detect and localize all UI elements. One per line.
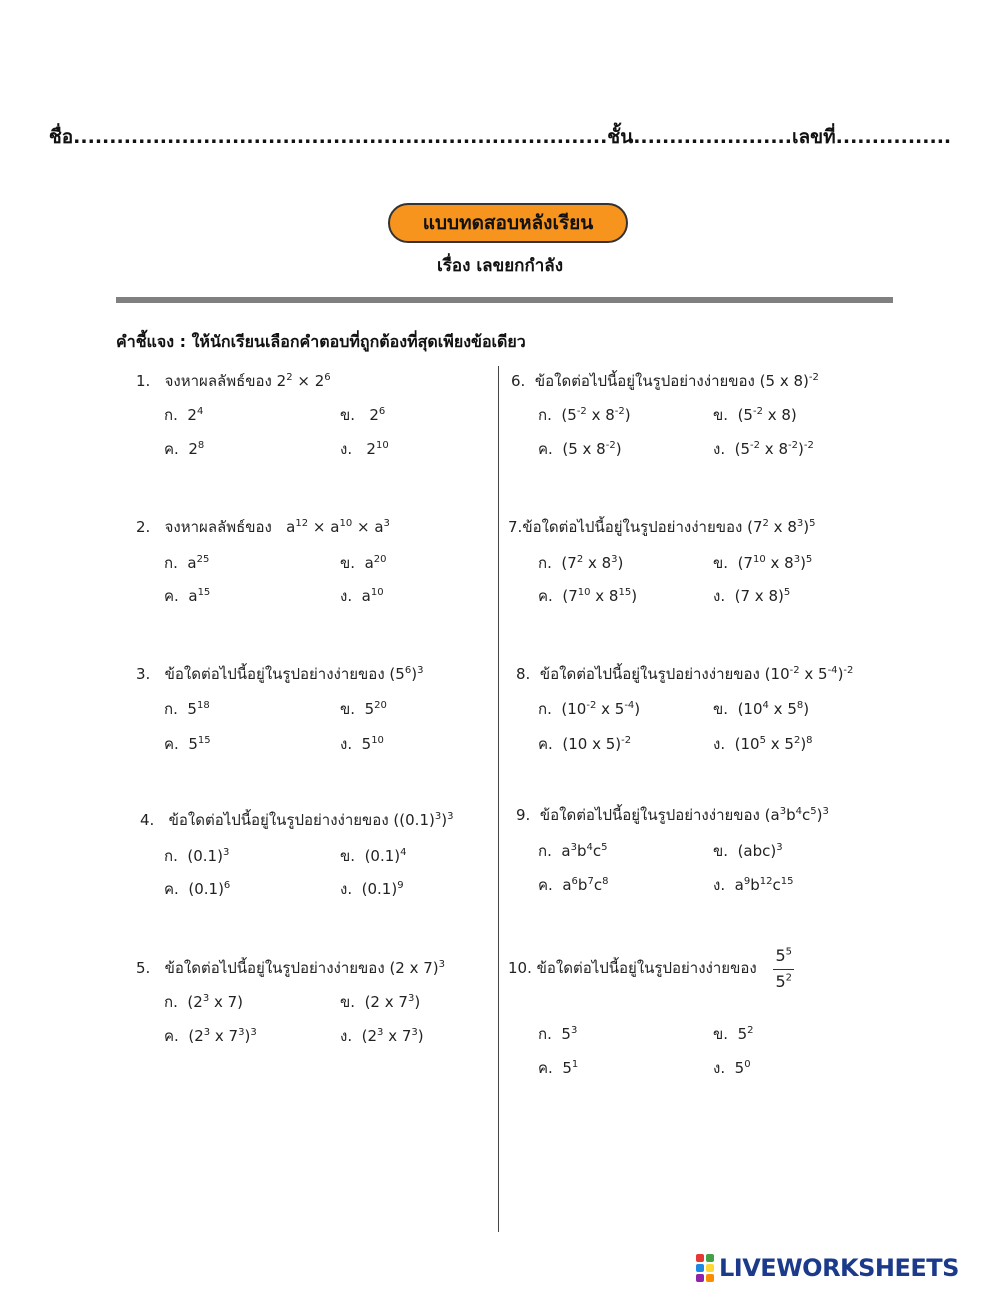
q10-option-d[interactable]: ง. $5^0$ — [713, 1059, 751, 1077]
q10-option-c[interactable]: ค. $5^1$ — [538, 1059, 579, 1077]
question-9: 9. ข้อใดต่อไปนี้อยู่ในรูปอย่างง่ายของ $(a^3b^4c^5)^3$ — [516, 806, 829, 824]
q7-option-c[interactable]: ค. ($7^{10}$ x $8^{15}$) — [538, 587, 638, 605]
q8-option-b[interactable]: ข. ($10^4$ x $5^8$) — [713, 700, 810, 718]
q2-option-b[interactable]: ข. $a^{20}$ — [340, 554, 387, 572]
q3-option-a[interactable]: ก. $5^{18}$ — [164, 700, 210, 718]
q8-option-c[interactable]: ค. (10 x 5)$^{-2}$ — [538, 735, 632, 753]
q1-option-a[interactable]: ก. $2^4$ — [164, 406, 204, 424]
logo-blocks-icon — [696, 1254, 714, 1282]
q3-option-b[interactable]: ข. $5^{20}$ — [340, 700, 387, 718]
q10-option-a[interactable]: ก. $5^3$ — [538, 1025, 578, 1043]
q9-option-d[interactable]: ง. $a^9b^{12}c^{15}$ — [713, 876, 794, 894]
question-8: 8. ข้อใดต่อไปนี้อยู่ในรูปอย่างง่ายของ ($10^{-2}$ x $5^{-4})^{-2}$ — [516, 665, 854, 683]
logo-text: LIVEWORKSHEETS — [719, 1254, 959, 1282]
q10-option-b[interactable]: ข. $5^2$ — [713, 1025, 754, 1043]
question-5: 5. ข้อใดต่อไปนี้อยู่ในรูปอย่างง่ายของ (2 x 7)$^3$ — [136, 959, 446, 977]
q9-option-c[interactable]: ค. $a^6b^7c^8$ — [538, 876, 609, 894]
q7-option-b[interactable]: ข. ($7^{10}$ x $8^3)^5$ — [713, 554, 813, 572]
q1-option-b[interactable]: ข. $2^6$ — [340, 406, 386, 424]
q4-option-d[interactable]: ง. $(0.1)^9$ — [340, 880, 404, 898]
test-title: แบบทดสอบหลังเรียน — [388, 203, 628, 243]
q5-option-b[interactable]: ข. (2 x $7^3$) — [340, 993, 421, 1011]
q9-option-b[interactable]: ข. (abc)$^3$ — [713, 842, 783, 860]
q3-option-d[interactable]: ง. $5^{10}$ — [340, 735, 384, 753]
question-3: 3. ข้อใดต่อไปนี้อยู่ในรูปอย่างง่ายของ $(5^6)^3$ — [136, 665, 424, 683]
name-label: ชื่อ — [48, 126, 74, 148]
q8-option-d[interactable]: ง. ($10^5$ x $5^2)^8$ — [713, 735, 813, 753]
question-10: 10. ข้อใดต่อไปนี้อยู่ในรูปอย่างง่ายของ $\frac{5^5}{5^2}$ — [508, 946, 793, 991]
header-rule — [116, 297, 893, 303]
q6-option-a[interactable]: ก. ($5^{-2}$ x $8^{-2}$) — [538, 406, 631, 424]
q8-option-a[interactable]: ก. ($10^{-2}$ x $5^{-4}$) — [538, 700, 641, 718]
column-divider — [498, 366, 499, 1232]
number-blank[interactable]: ................ — [835, 126, 952, 148]
q4-option-a[interactable]: ก. $(0.1)^3$ — [164, 847, 230, 865]
test-subtitle: เรื่อง เลขยกกำลัง — [436, 256, 564, 276]
q3-option-c[interactable]: ค. $5^{15}$ — [164, 735, 211, 753]
student-info-line — [0, 122, 1000, 152]
q5-option-c[interactable]: ค. ($2^3$ x $7^3)^3$ — [164, 1027, 257, 1045]
q5-option-d[interactable]: ง. ($2^3$ x $7^3$) — [340, 1027, 424, 1045]
number-label: เลขที่ — [791, 126, 836, 148]
question-2: 2. จงหาผลลัพธ์ของ $a^{12} \times a^{10} \times a^3$ — [136, 518, 390, 536]
question-6: 6. ข้อใดต่อไปนี้อยู่ในรูปอย่างง่ายของ (5 x 8)$^{-2}$ — [511, 372, 819, 390]
q2-option-a[interactable]: ก. $a^{25}$ — [164, 554, 210, 572]
class-label: ชั้น — [607, 126, 634, 148]
q4-option-b[interactable]: ข. $(0.1)^4$ — [340, 847, 407, 865]
class-blank[interactable]: ...................... — [633, 126, 792, 148]
liveworksheets-logo — [696, 1253, 959, 1283]
q4-option-c[interactable]: ค. $(0.1)^6$ — [164, 880, 231, 898]
question-4: 4. ข้อใดต่อไปนี้อยู่ในรูปอย่างง่ายของ $((0.1)^3)^3$ — [140, 811, 454, 829]
question-7: 7.ข้อใดต่อไปนี้อยู่ในรูปอย่างง่ายของ ($7^2$ x $8^3)^5$ — [508, 518, 816, 536]
q6-option-d[interactable]: ง. ($5^{-2}$ x $8^{-2})^{-2}$ — [713, 440, 814, 458]
q2-option-c[interactable]: ค. $a^{15}$ — [164, 587, 211, 605]
q5-option-a[interactable]: ก. ($2^3$ x 7) — [164, 993, 243, 1011]
name-blank[interactable]: .......................................................................... — [73, 126, 608, 148]
q9-option-a[interactable]: ก. $a^3b^4c^5$ — [538, 842, 608, 860]
question-1: 1. จงหาผลลัพธ์ของ $2^2 \times 2^6$ — [136, 372, 331, 390]
q10-fraction: $\frac{5^5}{5^2}$ — [775, 946, 793, 991]
q2-option-d[interactable]: ง. $a^{10}$ — [340, 587, 384, 605]
q1-option-d[interactable]: ง. $2^{10}$ — [340, 440, 389, 458]
instructions: คำชี้แจง : ให้นักเรียนเลือกคำตอบที่ถูกต้องที่สุดเพียงข้อเดียว — [116, 332, 526, 351]
q7-option-d[interactable]: ง. (7 x 8)$^5$ — [713, 587, 791, 605]
q7-option-a[interactable]: ก. ($7^2$ x $8^3$) — [538, 554, 624, 572]
q6-option-c[interactable]: ค. (5 x $8^{-2}$) — [538, 440, 622, 458]
q6-option-b[interactable]: ข. ($5^{-2}$ x 8) — [713, 406, 797, 424]
q1-option-c[interactable]: ค. $2^8$ — [164, 440, 205, 458]
